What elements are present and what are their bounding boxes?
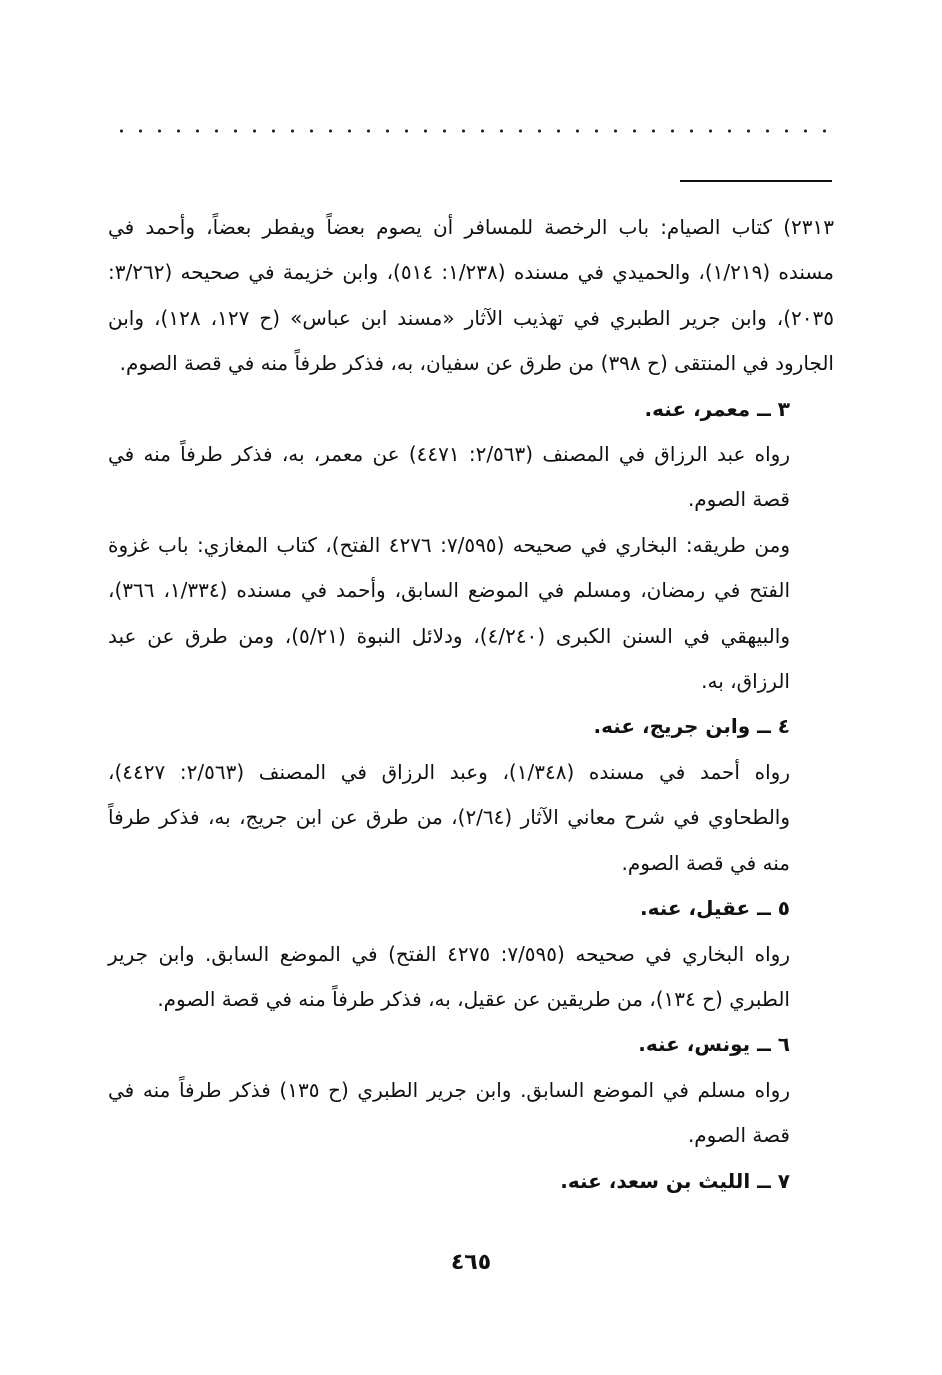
section-heading: ٦ ــ يونس، عنه. [638,1032,790,1057]
page-number: ٤٦٥ [450,1250,492,1275]
section-heading: ٥ ــ عقيل، عنه. [639,896,790,921]
section-heading: ٣ ــ معمر، عنه. [644,396,790,421]
paragraph: رواه أحمد في مسنده (١/٣٤٨)، وعبد الرزاق في المصنف (٢/٥٦٣: ٤٤٢٧)، والطحاوي في شرح معاني الآثار (٢/٦٤)، من طرق عن ابن جريج، به، فذكر طرفاً منه في قصة الصوم. [108,759,790,875]
footnote-separator-line [680,180,832,182]
dotted-divider [112,128,834,134]
page-body [108,205,834,1204]
footnote-continuation: ٢٣١٣) كتاب الصيام: باب الرخصة للمسافر أن يصوم بعضاً ويفطر بعضاً، وأحمد في مسنده (١/٢١٩)، والحميدي في مسنده (١/٢٣٨: ٥١٤)، وابن خزيمة في صحيحه (٣/٢٦٢: ٢٠٣٥)، وابن جرير الطبري في تهذيب الآثار «مسند ابن عباس» (ح ١٢٧، ١٢٨)، وابن الجارود في المنتقى (ح ٣٩٨) من طرق عن سفيان، به، فذكر طرفاً منه في قصة الصوم. [108,215,835,376]
section-heading: ٧ ــ الليث بن سعد، عنه. [560,1168,790,1193]
section-heading: ٤ ــ وابن جريج، عنه. [593,714,790,739]
paragraph: رواه البخاري في صحيحه (٧/٥٩٥: ٤٢٧٥ الفتح) في الموضع السابق. وابن جرير الطبري (ح ١٣٤)، من طريقين عن عقيل، به، فذكر طرفاً منه في قصة الصوم. [108,941,790,1011]
paragraph: رواه عبد الرزاق في المصنف (٢/٥٦٣: ٤٤٧١) عن معمر، به، فذكر طرفاً منه في قصة الصوم. [108,442,790,512]
paragraph: ومن طريقه: البخاري في صحيحه (٧/٥٩٥: ٤٢٧٦ الفتح)، كتاب المغازي: باب غزوة الفتح في رمضان، ومسلم في الموضع السابق، وأحمد في مسنده (١/٣٣٤، ٣٦٦)، والبيهقي في السنن الكبرى (٤/٢٤٠)، ودلائل النبوة (٥/٢١)، ومن طرق عن عبد الرزاق، به. [108,532,791,694]
paragraph: رواه مسلم في الموضع السابق. وابن جرير الطبري (ح ١٣٥) فذكر طرفاً منه في قصة الصوم. [108,1077,790,1148]
